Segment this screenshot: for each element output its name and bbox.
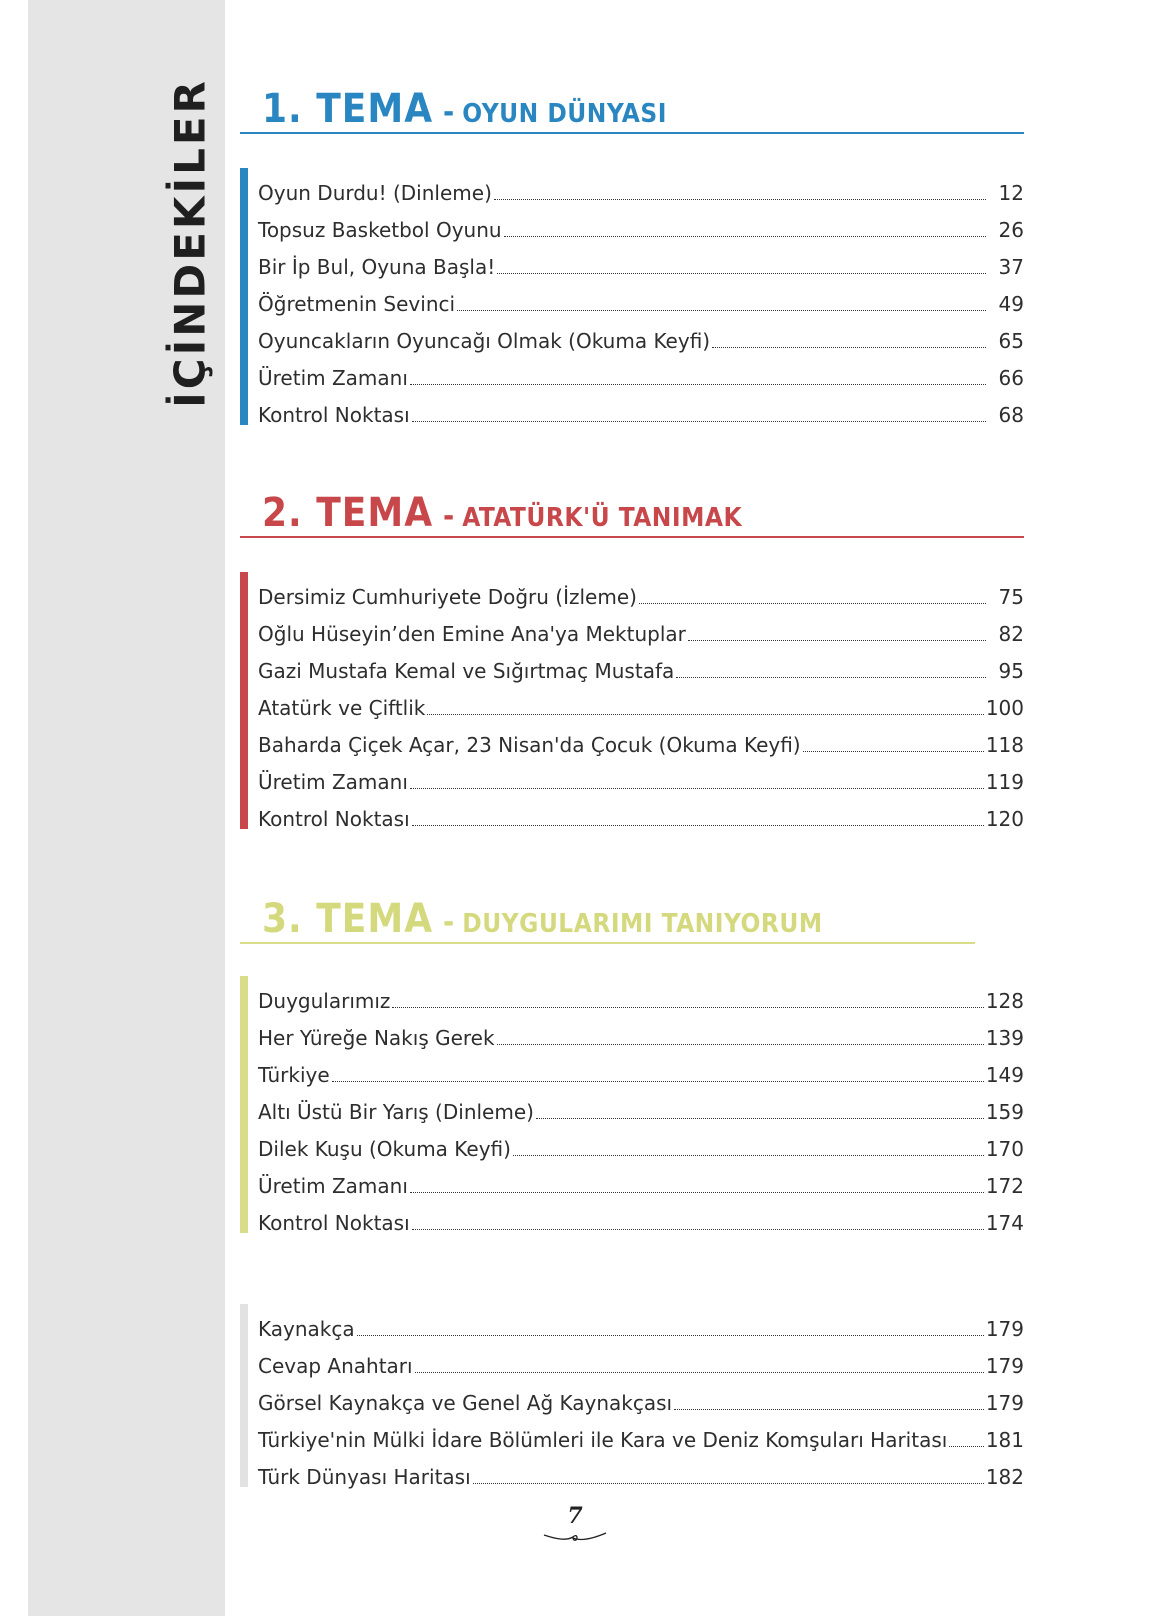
entry-page: 68 — [998, 403, 1024, 427]
page-title: İÇİNDEKİLER — [165, 78, 215, 408]
theme-3-number: 3. TEMA — [262, 896, 434, 942]
entry-page: 139 — [985, 1026, 1024, 1050]
dot-leader — [504, 236, 986, 237]
entry-title: Atatürk ve Çiftlik — [258, 696, 426, 720]
toc-entry[interactable] — [258, 1452, 1024, 1489]
entry-page: 159 — [985, 1100, 1024, 1124]
toc-entry[interactable] — [258, 794, 1024, 831]
toc-entry[interactable] — [258, 1087, 1024, 1124]
dot-leader — [410, 1192, 984, 1193]
theme-2-dash: - — [443, 499, 455, 534]
theme-2-number: 2. TEMA — [262, 490, 434, 536]
toc-entry[interactable] — [258, 720, 1024, 757]
entry-page: 179 — [985, 1391, 1024, 1415]
entry-page: 120 — [985, 807, 1024, 831]
toc-entry[interactable] — [258, 390, 1024, 427]
theme-1-subtitle: OYUN DÜNYASI — [462, 99, 667, 129]
entry-page: 75 — [998, 585, 1024, 609]
entry-title: Gazi Mustafa Kemal ve Sığırtmaç Mustafa — [258, 659, 675, 683]
entry-title: Baharda Çiçek Açar, 23 Nisan'da Çocuk (Okuma Keyfi) — [258, 733, 801, 757]
toc-entry[interactable] — [258, 1161, 1024, 1198]
dot-leader — [676, 677, 986, 678]
toc-entry[interactable] — [258, 976, 1024, 1013]
sidebar — [28, 0, 225, 1616]
dot-leader — [415, 1372, 984, 1373]
theme-1-rule — [240, 132, 1024, 134]
toc-entry[interactable] — [258, 1124, 1024, 1161]
dot-leader — [412, 825, 984, 826]
entry-title: Türk Dünyası Haritası — [258, 1465, 471, 1489]
entry-page: 179 — [985, 1317, 1024, 1341]
entry-title: Oyuncakların Oyuncağı Olmak (Okuma Keyfi) — [258, 329, 711, 353]
toc-entry[interactable] — [258, 609, 1024, 646]
dot-leader — [457, 310, 986, 311]
entry-page: 49 — [998, 292, 1024, 316]
entry-title: Kaynakça — [258, 1317, 355, 1341]
entry-title: Cevap Anahtarı — [258, 1354, 413, 1378]
theme-1-dash: - — [443, 95, 455, 130]
theme-2-rule — [240, 536, 1024, 538]
entry-title: Görsel Kaynakça ve Genel Ağ Kaynakçası — [258, 1391, 673, 1415]
entry-title: Oğlu Hüseyin’den Emine Ana'ya Mektuplar — [258, 622, 686, 646]
toc-entry[interactable] — [258, 242, 1024, 279]
entry-page: 181 — [985, 1428, 1024, 1452]
entry-title: Altı Üstü Bir Yarış (Dinleme) — [258, 1100, 534, 1124]
entry-title: Türkiye — [258, 1063, 330, 1087]
toc-entry[interactable] — [258, 353, 1024, 390]
theme-2-section — [240, 490, 1024, 831]
dot-leader — [712, 347, 986, 348]
entry-title: Üretim Zamanı — [258, 1174, 408, 1198]
theme-3-rule — [240, 942, 975, 944]
entry-title: Kontrol Noktası — [258, 1211, 410, 1235]
theme-3-accent-bar — [240, 976, 248, 1233]
theme-2-entries — [240, 572, 1024, 831]
entry-page: 82 — [998, 622, 1024, 646]
appendix-accent-bar — [240, 1304, 248, 1487]
toc-entry[interactable] — [258, 205, 1024, 242]
dot-leader — [412, 1229, 984, 1230]
toc-entry[interactable] — [258, 1013, 1024, 1050]
entry-page: 26 — [998, 218, 1024, 242]
entry-title: Üretim Zamanı — [258, 366, 408, 390]
toc-entry[interactable] — [258, 646, 1024, 683]
theme-1-accent-bar — [240, 168, 248, 425]
toc-entry[interactable] — [258, 757, 1024, 794]
theme-3-section — [240, 896, 1024, 1235]
entry-page: 37 — [998, 255, 1024, 279]
entry-page: 119 — [985, 770, 1024, 794]
entry-title: Duygularımız — [258, 989, 391, 1013]
theme-1-heading — [240, 86, 1024, 130]
dot-leader — [332, 1081, 984, 1082]
toc-entry[interactable] — [258, 316, 1024, 353]
dot-leader — [497, 1044, 984, 1045]
entry-page: 118 — [985, 733, 1024, 757]
toc-entry[interactable] — [258, 572, 1024, 609]
entry-title: Türkiye'nin Mülki İdare Bölümleri ile Kara ve Deniz Komşuları Haritası — [258, 1428, 948, 1452]
dot-leader — [949, 1446, 983, 1447]
entry-title: Dilek Kuşu (Okuma Keyfi) — [258, 1137, 511, 1161]
dot-leader — [513, 1155, 984, 1156]
entry-page: 179 — [985, 1354, 1024, 1378]
entry-page: 65 — [998, 329, 1024, 353]
dot-leader — [412, 421, 986, 422]
dot-leader — [803, 751, 984, 752]
theme-1-entries — [240, 168, 1024, 427]
dot-leader — [674, 1409, 984, 1410]
theme-2-accent-bar — [240, 572, 248, 829]
dot-leader — [427, 714, 983, 715]
entry-title: Kontrol Noktası — [258, 403, 410, 427]
appendix-entries — [240, 1304, 1024, 1489]
toc-entry[interactable] — [258, 1304, 1024, 1341]
theme-3-entries — [240, 976, 1024, 1235]
theme-2-heading — [240, 490, 1024, 534]
dot-leader — [473, 1483, 984, 1484]
entry-page: 128 — [985, 989, 1024, 1013]
entry-title: Öğretmenin Sevinci — [258, 292, 456, 316]
entry-title: Kontrol Noktası — [258, 807, 410, 831]
toc-entry[interactable] — [258, 1378, 1024, 1415]
entry-title: Her Yüreğe Nakış Gerek — [258, 1026, 495, 1050]
entry-title: Oyun Durdu! (Dinleme) — [258, 181, 492, 205]
theme-3-heading — [240, 896, 1024, 940]
theme-2-subtitle: ATATÜRK'Ü TANIMAK — [462, 503, 743, 533]
theme-3-subtitle: DUYGULARIMI TANIYORUM — [462, 909, 823, 939]
entry-page: 66 — [998, 366, 1024, 390]
entry-page: 95 — [998, 659, 1024, 683]
dot-leader — [639, 603, 986, 604]
dot-leader — [536, 1118, 984, 1119]
entry-page: 182 — [985, 1465, 1024, 1489]
toc-entry[interactable] — [258, 1415, 1024, 1452]
dot-leader — [410, 788, 984, 789]
entry-page: 12 — [998, 181, 1024, 205]
dot-leader — [497, 273, 986, 274]
theme-1-section — [240, 86, 1024, 427]
page-number-text: 7 — [567, 1503, 583, 1529]
page-number-swash-icon — [542, 1529, 608, 1543]
toc-entry[interactable] — [258, 168, 1024, 205]
entry-title: Dersimiz Cumhuriyete Doğru (İzleme) — [258, 585, 637, 609]
toc-entry[interactable] — [258, 1341, 1024, 1378]
entry-page: 100 — [985, 696, 1024, 720]
entry-page: 174 — [985, 1211, 1024, 1235]
toc-entry[interactable] — [258, 1198, 1024, 1235]
dot-leader — [494, 199, 986, 200]
theme-1-number: 1. TEMA — [262, 86, 434, 132]
appendix-section — [240, 1304, 1024, 1489]
dot-leader — [410, 384, 986, 385]
toc-entry[interactable] — [258, 1050, 1024, 1087]
dot-leader — [688, 640, 986, 641]
entry-title: Topsuz Basketbol Oyunu — [258, 218, 502, 242]
page-number — [542, 1503, 608, 1543]
entry-title: Bir İp Bul, Oyuna Başla! — [258, 255, 496, 279]
dot-leader — [392, 1007, 983, 1008]
entry-title: Üretim Zamanı — [258, 770, 408, 794]
dot-leader — [357, 1335, 984, 1336]
entry-page: 149 — [985, 1063, 1024, 1087]
toc-entry[interactable] — [258, 279, 1024, 316]
toc-entry[interactable] — [258, 683, 1024, 720]
theme-3-dash: - — [443, 905, 455, 940]
entry-page: 172 — [985, 1174, 1024, 1198]
entry-page: 170 — [985, 1137, 1024, 1161]
